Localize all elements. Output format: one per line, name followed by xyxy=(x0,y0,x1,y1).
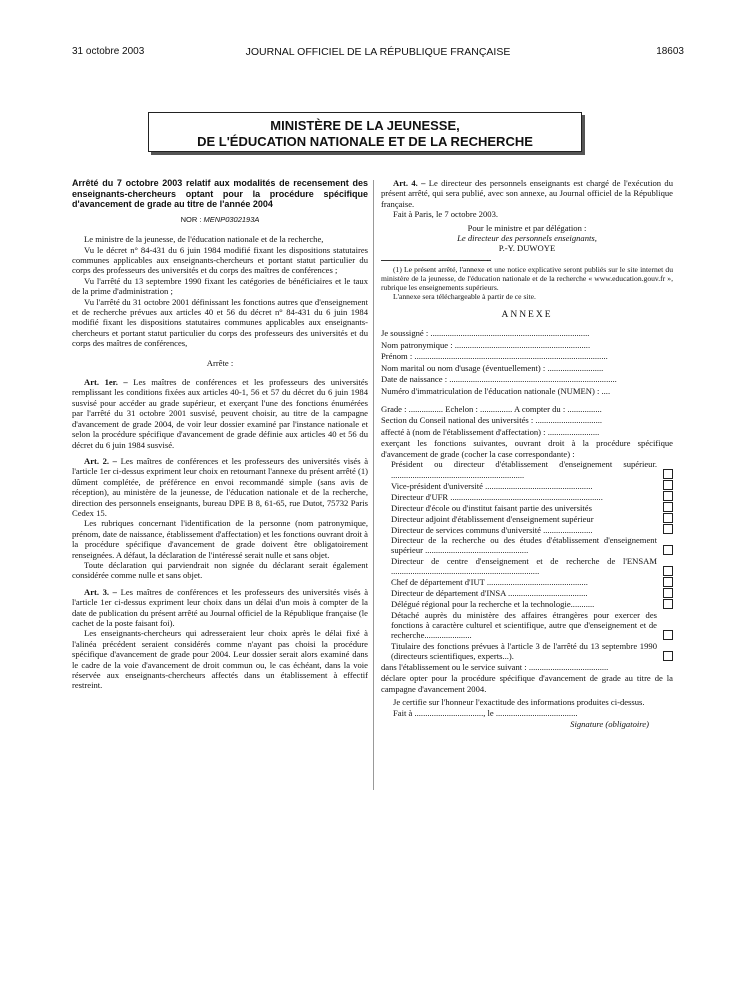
ministry-title-line1: MINISTÈRE DE LA JEUNESSE, xyxy=(270,118,460,133)
checkbox[interactable] xyxy=(663,577,673,587)
form-field-etablissement[interactable]: dans l'établissement ou le service suivant : ..................................... xyxy=(381,661,609,672)
nor-value: MENP0302193A xyxy=(203,214,260,224)
signed-place-date: Fait à Paris, le 7 octobre 2003. xyxy=(393,209,499,220)
form-field-section-cnu[interactable]: Section du Conseil national des universités : ............................... xyxy=(381,415,603,426)
nor-label: NOR : xyxy=(180,214,202,224)
checkbox[interactable] xyxy=(663,491,673,501)
function-option[interactable]: Directeur de centre d'enseignement et de recherche de l'ENSAM ..................................................................... xyxy=(381,556,673,577)
paragraph: Toute déclaration qui parviendrait non signée du déclarant serait également considérée comme nulle et sans objet. xyxy=(72,559,368,581)
article-2 xyxy=(72,456,368,518)
function-option[interactable]: Directeur d'UFR ....................................................................... xyxy=(381,491,673,502)
article-4-text: Le directeur des personnels enseignants est chargé de l'exécution du présent arrêté, qui sera publié, avec son annexe, au Journal officiel de la République française. xyxy=(381,178,673,209)
checkbox[interactable] xyxy=(663,513,673,523)
form-field-nom-patronymique[interactable]: Nom patronymique : ............................................................... xyxy=(381,339,591,350)
article-1-text: Les maîtres de conférences et les professeurs des universités remplissant les conditions fixées aux articles 40-1, 56 et 57 du décret du 6 juin 1984 susvisé pour accéder au grade supérieur, et exerçant l'une des fonctions énumérées par l'arrêté du 31 octobre 2001 susvisé, peuvent choisir, au titre de la campagne d'avancement de grade 2004, de voir leur dossier examiné par l'instance nationale et selon la procédure spécifique d'avancement de grade définie aux articles 40 et 56 du décret du 6 juin 1984 susvisé. xyxy=(72,377,368,450)
function-option[interactable]: Directeur de la recherche ou des études d'établissement d'enseignement supérieur ................................................ xyxy=(381,535,673,556)
paragraph: Le ministre de la jeunesse, de l'éducation nationale et de la recherche, xyxy=(84,234,324,245)
header-page-number: 18603 xyxy=(656,46,684,57)
left-column xyxy=(72,178,368,691)
checkbox[interactable] xyxy=(663,480,673,490)
article-1-label: Art. 1er. – xyxy=(84,377,128,388)
paragraph: Vu l'arrêté du 31 octobre 2001 définissant les fonctions autres que d'enseignement et de recherche prévues aux articles 40 et 56 du décret n° 84-431 du 6 juin 1984 modifié fixant les dispositions statutaires communes applicables aux enseignants-chercheurs et portant statut particulier du corps des professeurs des universités et du corps des maîtres de conférences, xyxy=(72,296,368,349)
paragraph: Vu l'arrêté du 13 septembre 1990 fixant les catégories de bénéficiaires et le taux de la prime d'administration ; xyxy=(72,275,368,297)
article-1 xyxy=(72,377,368,450)
paragraph: Les rubriques concernant l'identification de la personne (nom patronymique, prénom, date de naissance, établissement d'affectation) et les fonctions ouvrant droit à la procédure spécifique d'avancement de grade doivent être obligatoirement renseignées. A défaut, la déclaration de l'intéressé serait nulle et sans objet. xyxy=(72,518,368,560)
delegation-line: Pour le ministre et par délégation : xyxy=(467,222,587,233)
footnote-separator xyxy=(381,260,491,261)
footnote-2: L'annexe sera téléchargeable à partir de ce site. xyxy=(393,292,536,302)
checkbox[interactable] xyxy=(663,566,673,576)
header-date: 31 octobre 2003 xyxy=(72,46,145,57)
checkbox[interactable] xyxy=(663,524,673,534)
article-2-text: Les maîtres de conférences et les professeurs des universités visés à l'article 1er ci-dessus expriment leur choix en retournant l'annexe du présent arrêté (1) dûment complétée, de préférence en envoi recommandé simple (sans avis de réception), au ministère de la jeunesse, de l'éducation nationale et de la recherche, direction des personnels enseignants, bureau DPE B 8, 61-65, rue Dutot, 75732 Paris Cedex 15. xyxy=(72,455,369,518)
article-3 xyxy=(72,587,368,629)
form-field-affectation[interactable]: affecté à (nom de l'établissement d'affectation) : ........................ xyxy=(381,426,600,437)
function-option[interactable]: Délégué régional pour la recherche et la technologie........... xyxy=(381,599,673,610)
column-divider xyxy=(373,180,374,790)
header-journal: JOURNAL OFFICIEL DE LA RÉPUBLIQUE FRANÇAISE xyxy=(245,46,511,58)
decree-title: Arrêté du 7 octobre 2003 relatif aux modalités de recensement des enseignants-chercheurs optant pour la procédure spécifique d'avancement de grade au titre de l'année 2004 xyxy=(72,178,368,210)
checkbox[interactable] xyxy=(663,599,673,609)
ministry-title-line2: DE L'ÉDUCATION NATIONALE ET DE LA RECHERCHE xyxy=(197,134,533,149)
annexe-heading: ANNEXE xyxy=(501,309,553,320)
form-field-numen[interactable]: Numéro d'immatriculation de l'éducation nationale (NUMEN) : .... xyxy=(381,386,611,397)
form-field-soussigne[interactable]: Je soussigné : .......................................................................... xyxy=(381,328,590,339)
footnote: (1) Le présent arrêté, l'annexe et une notice explicative seront publiés sur le site internet du ministère de la jeunesse, de l'éducation nationale et de la recherche « www.education.gouv.fr », rubrique les enseignements supérieurs. xyxy=(381,264,673,293)
function-option[interactable]: Directeur de services communs d'université ....................... xyxy=(381,524,673,535)
form-field-nom-marital[interactable]: Nom marital ou nom d'usage (éventuellement) : .......................... xyxy=(381,362,604,373)
paragraph: Vu le décret n° 84-431 du 6 juin 1984 modifié fixant les dispositions statutaires communes applicables aux enseignants-chercheurs et portant statut particulier du corps des professeurs des universités et du corps des maîtres de conférences ; xyxy=(72,244,368,276)
checkbox[interactable] xyxy=(663,502,673,512)
signature-label: Signature (obligatoire) xyxy=(570,719,649,730)
function-option[interactable]: Titulaire des fonctions prévues à l'article 3 de l'arrêté du 13 septembre 1990 (directeurs scientifiques, experts...). xyxy=(381,641,673,662)
function-option[interactable]: Chef de département d'IUT ............................................... xyxy=(381,577,673,588)
function-option[interactable]: Détaché auprès du ministère des affaires étrangères pour exercer des fonctions à caractère culturel et scientifique, autre que d'enseignement et de recherche...................... xyxy=(381,610,673,641)
checkbox[interactable] xyxy=(663,630,673,640)
checkbox[interactable] xyxy=(663,545,673,555)
form-field-prenom[interactable]: Prénom : .......................................................................................... xyxy=(381,351,608,362)
form-field-date-naissance[interactable]: Date de naissance : .............................................................................. xyxy=(381,374,617,385)
function-option[interactable]: Vice-président d'université .................................................. xyxy=(381,480,673,491)
function-option[interactable]: Directeur adjoint d'établissement d'enseignement supérieur xyxy=(381,513,673,524)
signatory-name: P.-Y. DUWOYE xyxy=(498,243,556,254)
article-4 xyxy=(381,178,673,209)
checkbox[interactable] xyxy=(663,651,673,661)
form-fields xyxy=(381,328,673,438)
right-column xyxy=(381,178,673,730)
checkbox[interactable] xyxy=(663,469,673,479)
signatory-title: Le directeur des personnels enseignants, xyxy=(457,233,597,244)
nor-reference xyxy=(72,215,368,225)
form-field-grade[interactable]: Grade : ................ Echelon : ............... A compter du : ................ xyxy=(381,403,602,414)
arrete-heading: Arrête : xyxy=(206,357,234,368)
function-options xyxy=(381,459,673,661)
article-3-text: Les maîtres de conférences et les professeurs des universités visés à l'article 1er ci-dessus expriment leur choix dans un délai d'un mois à compter de la date de publication du présent arrêté au Journal officiel de la République française (le cachet de la poste faisant foi). xyxy=(72,586,369,628)
declaration-text: déclare opter pour la procédure spécifique d'avancement de grade au titre de la campagne d'avancement 2004. xyxy=(381,673,673,694)
ministry-title-box xyxy=(148,112,582,152)
checkbox[interactable] xyxy=(663,588,673,598)
article-3-label: Art. 3. – xyxy=(84,586,117,597)
function-option[interactable]: Directeur d'école ou d'institut faisant partie des universités xyxy=(381,502,673,513)
paragraph: Les enseignants-chercheurs qui adresseraient leur choix après le délai fixé à l'alinéa précédent seraient considérés comme n'ayant pas choisi la procédure spécifique d'avancement de grade pour 2004. Leur dossier serait alors examiné dans le cadre de la voie d'avancement de droit commun ou, le cas échéant, dans la voie réservée aux enseignants-chercheurs affectés dans un établissement à effectif restreint. xyxy=(72,628,368,691)
article-4-label: Art. 4. – xyxy=(393,178,426,188)
form-field-fait-a[interactable]: Fait à ................................, le ...................................... xyxy=(393,707,578,718)
article-2-label: Art. 2. – xyxy=(84,455,117,466)
function-option[interactable]: Président ou directeur d'établissement d'enseignement supérieur. .............................................................. xyxy=(381,459,673,480)
functions-intro: exerçant les fonctions suivantes, ouvrant droit à la procédure spécifique d'avancement de grade (cocher la case correspondante) : xyxy=(381,438,673,459)
function-option[interactable]: Directeur de département d'INSA ..................................... xyxy=(381,588,673,599)
certification-text: Je certifie sur l'honneur l'exactitude des informations produites ci-dessus. xyxy=(393,697,645,708)
